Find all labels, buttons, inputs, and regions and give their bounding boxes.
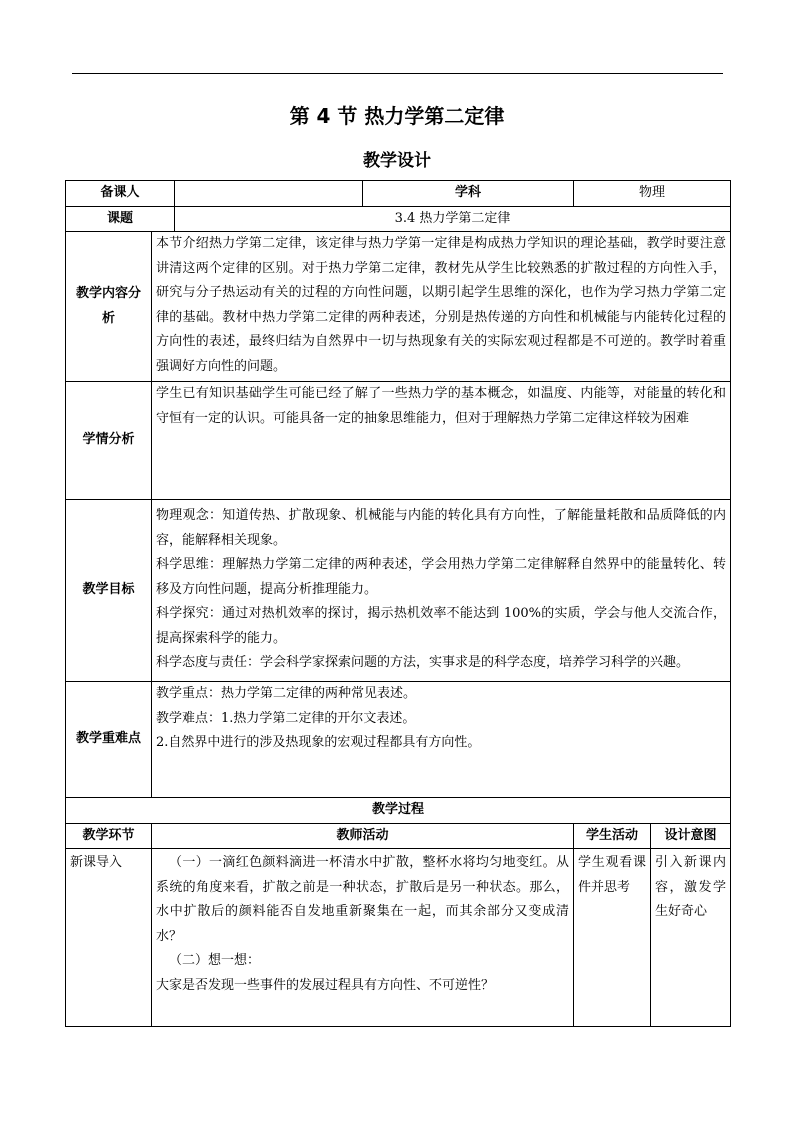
page-subtitle: 教学设计 [363, 151, 431, 171]
lesson-plan-table [65, 180, 731, 1027]
preparer-value [175, 181, 363, 207]
key-points-label: 教学重难点 [66, 682, 152, 798]
teacher-activity-para: （二）想一想： [169, 953, 261, 968]
student-analysis-text: 学生已有知识基础学生可能已经了解了一些热力学的基本概念，如温度、内能等，对能量的转化和守恒有一定的认识。可能具备一定的抽象思维能力，但对于理解热力学第二定律这样较为困难 [152, 382, 731, 500]
topic-label: 课题 [66, 206, 175, 232]
content-analysis-row [66, 232, 731, 382]
key-point-line: 教学难点：1.热力学第二定律的开尔文表述。 [156, 710, 416, 726]
process-row [66, 849, 731, 1027]
teacher-activity-para: （一）一滴红色颜料滴进一杯清水中扩散，整杯水将均匀地变红。从系统的角度来看，扩散之前是一种状态，扩散后是另一种状态。那么，水中扩散后的颜料能否自发地重新聚集在一起，而其余部分又变成清水？ [156, 855, 570, 944]
key-point-line: 2.自然界中进行的涉及热现象的宏观过程都具有方向性。 [156, 735, 481, 750]
teacher-activity-para: 大家是否发现一些事件的发展过程具有方向性、不可逆性？ [156, 977, 495, 993]
process-stage: 新课导入 [66, 849, 152, 1027]
page-title: 第 4 节 热力学第二定律 [289, 104, 505, 128]
objectives-text [152, 500, 731, 682]
col-header-student: 学生活动 [574, 823, 651, 849]
key-point-line: 教学重点：热力学第二定律的两种常见表述。 [156, 686, 417, 701]
content-analysis-label: 教学内容分析 [66, 232, 152, 382]
objective-item: 科学态度与责任：学会科学家探索问题的方法，实事求是的科学态度，培养学习科学的兴趣。 [156, 655, 690, 670]
process-section-title: 教学过程 [66, 798, 731, 824]
objectives-label: 教学目标 [66, 500, 152, 682]
topic-row [66, 206, 731, 232]
col-header-teacher: 教师活动 [152, 823, 574, 849]
student-analysis-row [66, 382, 731, 500]
subject-value: 物理 [574, 181, 731, 207]
process-teacher-activity [152, 849, 574, 1027]
process-student-activity: 学生观看课件并思考 [574, 849, 651, 1027]
process-design-intent: 引入新课内容，激发学生好奇心 [651, 849, 731, 1027]
subject-label: 学科 [363, 181, 574, 207]
key-points-row [66, 682, 731, 798]
objective-item: 科学思维：理解热力学第二定律的两种表述，学会用热力学第二定律解释自然界中的能量转化、转移及方向性问题，提高分析推理能力。 [156, 557, 727, 597]
objective-item: 科学探究：通过对热机效率的探讨，揭示热机效率不能达到 100%的实质，学会与他人交流合作，提高探索科学的能力。 [156, 606, 727, 646]
process-title-row [66, 798, 731, 824]
student-analysis-label: 学情分析 [66, 382, 152, 500]
topic-value: 3.4 热力学第二定律 [175, 206, 731, 232]
objectives-row [66, 500, 731, 682]
process-header-row [66, 823, 731, 849]
key-points-text [152, 682, 731, 798]
objective-item: 物理观念：知道传热、扩散现象、机械能与内能的转化具有方向性，了解能量耗散和品质降低的内容，能解释相关现象。 [156, 508, 727, 548]
info-row [66, 181, 731, 207]
col-header-intent: 设计意图 [651, 823, 731, 849]
header-rule [72, 73, 723, 74]
content-analysis-text: 本节介绍热力学第二定律，该定律与热力学第一定律是构成热力学知识的理论基础，教学时要注意讲清这两个定律的区别。对于热力学第二定律，教材先从学生比较熟悉的扩散过程的方向性入手，研究与分子热运动有关的过程的方向性问题，以期引起学生思维的深化，也作为学习热力学第二定律的基础。教材中热力学第二定律的两种表述，分别是热传递的方向性和机械能与内能转化过程的方向性的表述，最终归结为自然界中一切与热现象有关的实际宏观过程都是不可逆的。教学时着重强调好方向性的问题。 [152, 232, 731, 382]
col-header-stage: 教学环节 [66, 823, 152, 849]
preparer-label: 备课人 [66, 181, 175, 207]
